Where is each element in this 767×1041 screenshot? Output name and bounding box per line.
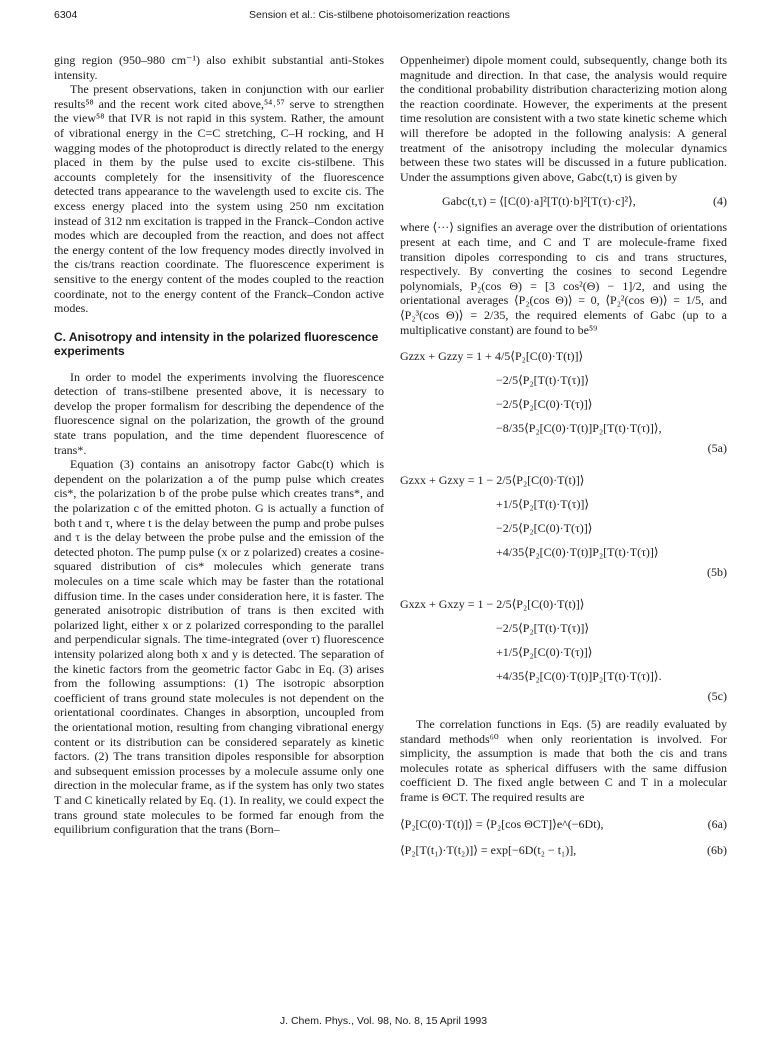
left-column <box>54 53 384 837</box>
page-header <box>54 9 705 25</box>
equation-line: +4/35⟨P₂[C(0)·T(t)]P₂[T(t)·T(τ)]⟩ <box>496 545 659 560</box>
journal-footer: J. Chem. Phys., Vol. 98, No. 8, 15 April 1993 <box>279 1015 488 1027</box>
equation-5a <box>400 345 727 461</box>
page-number: 6304 <box>54 9 78 21</box>
paragraph: ging region (950–980 cm⁻¹) also exhibit substantial anti-Stokes intensity. <box>54 53 384 82</box>
equation-line: −2/5⟨P₂[C(0)·T(τ)]⟩ <box>496 397 593 412</box>
equation-number: (6b) <box>707 842 727 857</box>
paragraph: The correlation functions in Eqs. (5) are readily evaluated by standard methods⁶⁰ when only reorientation is involved. For simplicity, the assumption is made that both the cis and trans molecules rotate as spherical diffusers with the same diffusion coefficient D. The fixed angle between C and T in a molecular frame is ΘCT. The required results are <box>400 717 727 805</box>
equation-body: ⟨P₂[T(t₁)·T(t₂)]⟩ = exp[−6D(t₂ − t₁)], <box>400 842 577 857</box>
equation-line: Gzxx + Gzxy = 1 − 2/5⟨P₂[C(0)·T(t)]⟩ <box>400 473 585 488</box>
paragraph: Oppenheimer) dipole moment could, subsequently, change both its magnitude and direction. In that case, the analysis would require the conditional probability distribution characterizing motion along the reaction coordinate. However, the experiments at the present time resolution are consistent with a two state kinetic scheme which will therefore be adopted in the following analysis: A general treatment of the anisotropy including the molecular dynamics between these two states will be discussed in a future publication. Under the assumptions given above, Gabc(t,τ) is given by <box>400 53 727 184</box>
equation-number: (5a) <box>707 441 727 456</box>
paragraph: In order to model the experiments involving the fluorescence detection of trans-stilbene presented above, it is necessary to develop the proper formalism for describing the dependence of the fluorescence signal on the polarization, the growth of the ground state trans population, and the time dependent fluorescence of trans*. <box>54 369 384 457</box>
equation-line: Gxzx + Gxzy = 1 − 2/5⟨P₂[C(0)·T(t)]⟩ <box>400 597 585 612</box>
equation-number: (5c) <box>707 689 727 704</box>
equation-line: −8/35⟨P₂[C(0)·T(t)]P₂[T(t)·T(τ)]⟩, <box>496 421 662 436</box>
equation-number: (6a) <box>707 816 727 831</box>
equation-line: −2/5⟨P₂[C(0)·T(τ)]⟩ <box>496 521 593 536</box>
equation-4 <box>400 190 727 216</box>
equation-line: −2/5⟨P₂[T(t)·T(τ)]⟩ <box>496 373 590 388</box>
paragraph: Equation (3) contains an anisotropy factor Gabc(t) which is dependent on the polarization a of the pump pulse which creates cis*, the polarization b of the probe pulse which creates trans*, and the polarization c of the emitted photon. G is actually a function of both t and τ, where t is the delay between the pump and probe pulses and τ is the delay between the probe pulse and the emission of the detected photon. The pump pulse (x or z polarized) creates a cosine-squared distribution of cis* molecules which generate trans molecules on a time scale which may be faster than the rotational diffusion time. In the cases under consideration here, it is faster. The generated anisotropic distribution of trans is then excited with polarized light, either x or z polarized corresponding to the parallel and perpendicular signals. The time-integrated (over τ) fluorescence intensity polarized along both x and y is detected. The separation of the kinetic factors from the geometric factor Gabc in Eq. (3) arises from the following assumptions: (1) The isotropic absorption coefficient of trans ground state molecules is not dependent on the orientational coordinates. Changes in absorption, uncoupled from the orientational motion, resulting from changing vibrational energy content or its distribution can be considered separately as kinetic factors. (2) The trans transition dipoles responsible for absorption and subsequent emission processes by a molecule assume only one direction in the molecular frame, as if the system has only two states T and C kinetically related by Eq. (1). In reality, we could expect the trans ground state molecules to be formed far enough from the equilibrium configuration that the trans (Born– <box>54 457 384 837</box>
section-heading: C. Anisotropy and intensity in the polarized fluorescence experiments <box>54 329 379 358</box>
right-column <box>400 53 727 865</box>
equation-line: +1/5⟨P₂[T(t)·T(τ)]⟩ <box>496 497 590 512</box>
equation-number: (5b) <box>707 565 727 580</box>
running-title: Sension et al.: Cis-stilbene photoisomerization reactions <box>249 9 510 21</box>
paragraph: where ⟨···⟩ signifies an average over the distribution of orientations present at each time, and C and T are molecule-frame fixed transition dipoles corresponding to cis and trans structures, respectively. By converting the cosines to second Legendre polynomials, P₂(cos Θ) = [3 cos²(Θ) − 1]/2, and using the orientational averages ⟨P₂(cos Θ)⟩ = 0, ⟨P₂²(cos Θ)⟩ = 1/5, and ⟨P₂³(cos Θ)⟩ = 2/35, the required elements of Gabc (up to a multiplicative constant) are found to be⁵⁹ <box>400 220 727 337</box>
equation-line: +1/5⟨P₂[C(0)·T(τ)]⟩ <box>496 645 593 660</box>
paragraph: The present observations, taken in conjunction with our earlier results⁵⁸ and the recent work cited above,⁵⁴˒⁵⁷ serve to strengthen the view⁵⁸ that IVR is not rapid in this system. Rather, the amount of vibrational energy in the C=C stretching, C–H rocking, and H wagging modes of the photoproduct is directly related to the energy placed in them by the pulse used to excite cis-stilbene. This accounts completely for the insensitivity of the fluorescence detected trans appearance to the wavelength used to excite cis. The excess energy placed into the system using 250 nm excitation instead of 312 nm excitation is trapped in the Franck–Condon active modes which are decoupled from the reaction, and does not affect the energy content of the low frequency modes directly involved in the cis/trans reaction coordinate. The fluorescence experiment is sensitive to the energy content of the modes coupled to the reaction coordinate, not to the energy content of the Franck–Condon active modes. <box>54 82 384 316</box>
equation-5c <box>400 593 727 709</box>
equation-body: Gabc(t,τ) = ⟨[C(0)·a]²[T(t)·b]²[T(τ)·c]²⟩, <box>442 194 636 209</box>
equation-6b <box>400 839 727 865</box>
equation-5b <box>400 469 727 585</box>
equation-body: ⟨P₂[C(0)·T(t)]⟩ = ⟨P₂[cos ΘCT]⟩e^(−6Dt), <box>400 816 604 831</box>
equation-line: Gzzx + Gzzy = 1 + 4/5⟨P₂[C(0)·T(t)]⟩ <box>400 349 584 364</box>
equation-line: −2/5⟨P₂[T(t)·T(τ)]⟩ <box>496 621 590 636</box>
equation-6a <box>400 813 727 839</box>
equation-number: (4) <box>713 194 727 209</box>
equation-line: +4/35⟨P₂[C(0)·T(t)]P₂[T(t)·T(τ)]⟩. <box>496 669 662 684</box>
